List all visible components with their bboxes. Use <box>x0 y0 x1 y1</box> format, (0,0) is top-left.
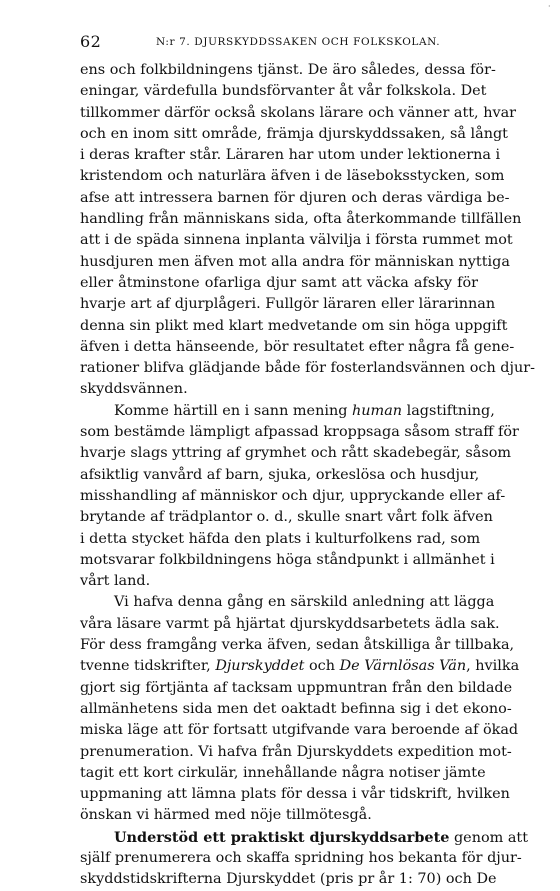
text-line: eningar, värdefulla bundsförvanter åt vår folkskola. Det <box>80 83 487 100</box>
margin-mark: · <box>548 2 551 11</box>
text-line: tagit ett kort cirkulär, innehållande några notiser jämte <box>80 764 486 781</box>
text-line: som bestämde lämpligt afpassad kroppsaga såsom straff för <box>80 424 519 441</box>
text-line: allmänhetens sida men det oaktadt befinna sig i det ekono- <box>80 700 512 717</box>
text-line: Komme härtill en i sann mening human lagstiftning, <box>114 402 495 419</box>
text-line: afsiktlig vanvård af barn, sjuka, orkeslösa och husdjur, <box>80 466 480 483</box>
text-line: kristendom och naturlära äfven i de läseboksstycken, som <box>80 168 505 185</box>
text-line: handling från människans sida, ofta återkommande tillfällen <box>80 211 522 228</box>
text-line: önskan vi härmed med nöje tillmötesgå. <box>80 807 372 824</box>
text-line: hvarje art af djurplågeri. Fullgör läraren eller lärarinnan <box>80 296 496 313</box>
text-line: brytande af trädplantor o. d., skulle snart vårt folk äfven <box>80 509 493 526</box>
text-line: För dess framgång verka äfven, sedan åtskilliga år tillbaka, <box>80 637 515 654</box>
bold-appeal: Understöd ett praktiskt djurskyddsarbete <box>114 828 450 846</box>
body-text <box>80 60 535 891</box>
text-line: ens och folkbildningens tjänst. De äro således, dessa för- <box>80 62 496 78</box>
journal-title: De Värnlösas Vän <box>339 658 467 675</box>
page-number: 62 <box>80 32 102 51</box>
text-line: Vi hafva denna gång en särskild anledning att lägga <box>114 594 495 611</box>
text-line: i deras krafter står. Läraren har utom under lektionerna i <box>80 147 501 164</box>
text-line: våra läsare varmt på hjärtat djurskyddsarbetets ädla sak. <box>80 615 500 632</box>
text-line: misshandling af människor och djur, uppryckande eller af- <box>80 487 506 504</box>
emphasis-human: human <box>352 402 403 419</box>
text-line: motsvarar folkbildningens höga ståndpunkt i allmänhet i <box>80 551 495 568</box>
text-line: att i de späda sinnena inplanta välvilja i första rummet mot <box>80 232 513 249</box>
text-line: själf prenumerera och skaffa spridning hos bekanta för djur- <box>80 849 522 866</box>
text-line: äfven i detta hänseende, bör resultatet efter några få gene- <box>80 338 515 355</box>
text-line: tillkommer därför också skolans lärare och vänner att, hvar <box>80 104 517 121</box>
text-line: denna sin plikt med klart medvetande om sin höga uppgift <box>80 317 508 334</box>
text-line: uppmaning att lämna plats för dessa i vår tidskrift, hvilken <box>80 786 510 803</box>
text-line: hvarje slags yttring af grymhet och rått skadebegär, såsom <box>80 445 512 462</box>
text-line: prenumeration. Vi hafva från Djurskyddets expedition mot- <box>80 743 512 760</box>
text-line: husdjuren men äfven mot alla andra för människan nyttiga <box>80 253 510 270</box>
text-line: i detta stycket häfda den plats i kulturfolkens rad, som <box>80 530 481 547</box>
text-line: skyddstidskrifterna Djurskyddet (pris pr år 1: 70) och De <box>80 871 497 888</box>
text-line: afse att intressera barnen för djuren och deras värdiga be- <box>80 189 510 206</box>
text-line: rationer blifva glädjande både för fosterlandsvännen och djur- <box>80 360 535 377</box>
text-line: tvenne tidskrifter, Djurskyddet och De Värnlösas Vän, hvilka <box>80 658 520 675</box>
text-line: gjort sig förtjänta af tacksam uppmuntran från den bildade <box>80 679 513 696</box>
running-head: N:r 7. DJURSKYDDSSAKEN OCH FOLKSKOLAN. <box>156 36 441 48</box>
text-line: och en inom sitt område, främja djurskyddssaken, så långt <box>80 125 508 142</box>
page-header <box>80 30 478 54</box>
text-line: miska läge att för fortsatt utgifvande vara beroende af ökad <box>80 722 519 739</box>
text-line: vårt land. <box>80 573 151 590</box>
journal-title: Djurskyddet <box>215 658 305 675</box>
text-line: eller åtminstone ofarliga djur samt att väcka afsky för <box>80 274 478 291</box>
text-line: skyddsvännen. <box>80 381 188 398</box>
text-line: Understöd ett praktiskt djurskyddsarbete genom att <box>114 828 528 846</box>
